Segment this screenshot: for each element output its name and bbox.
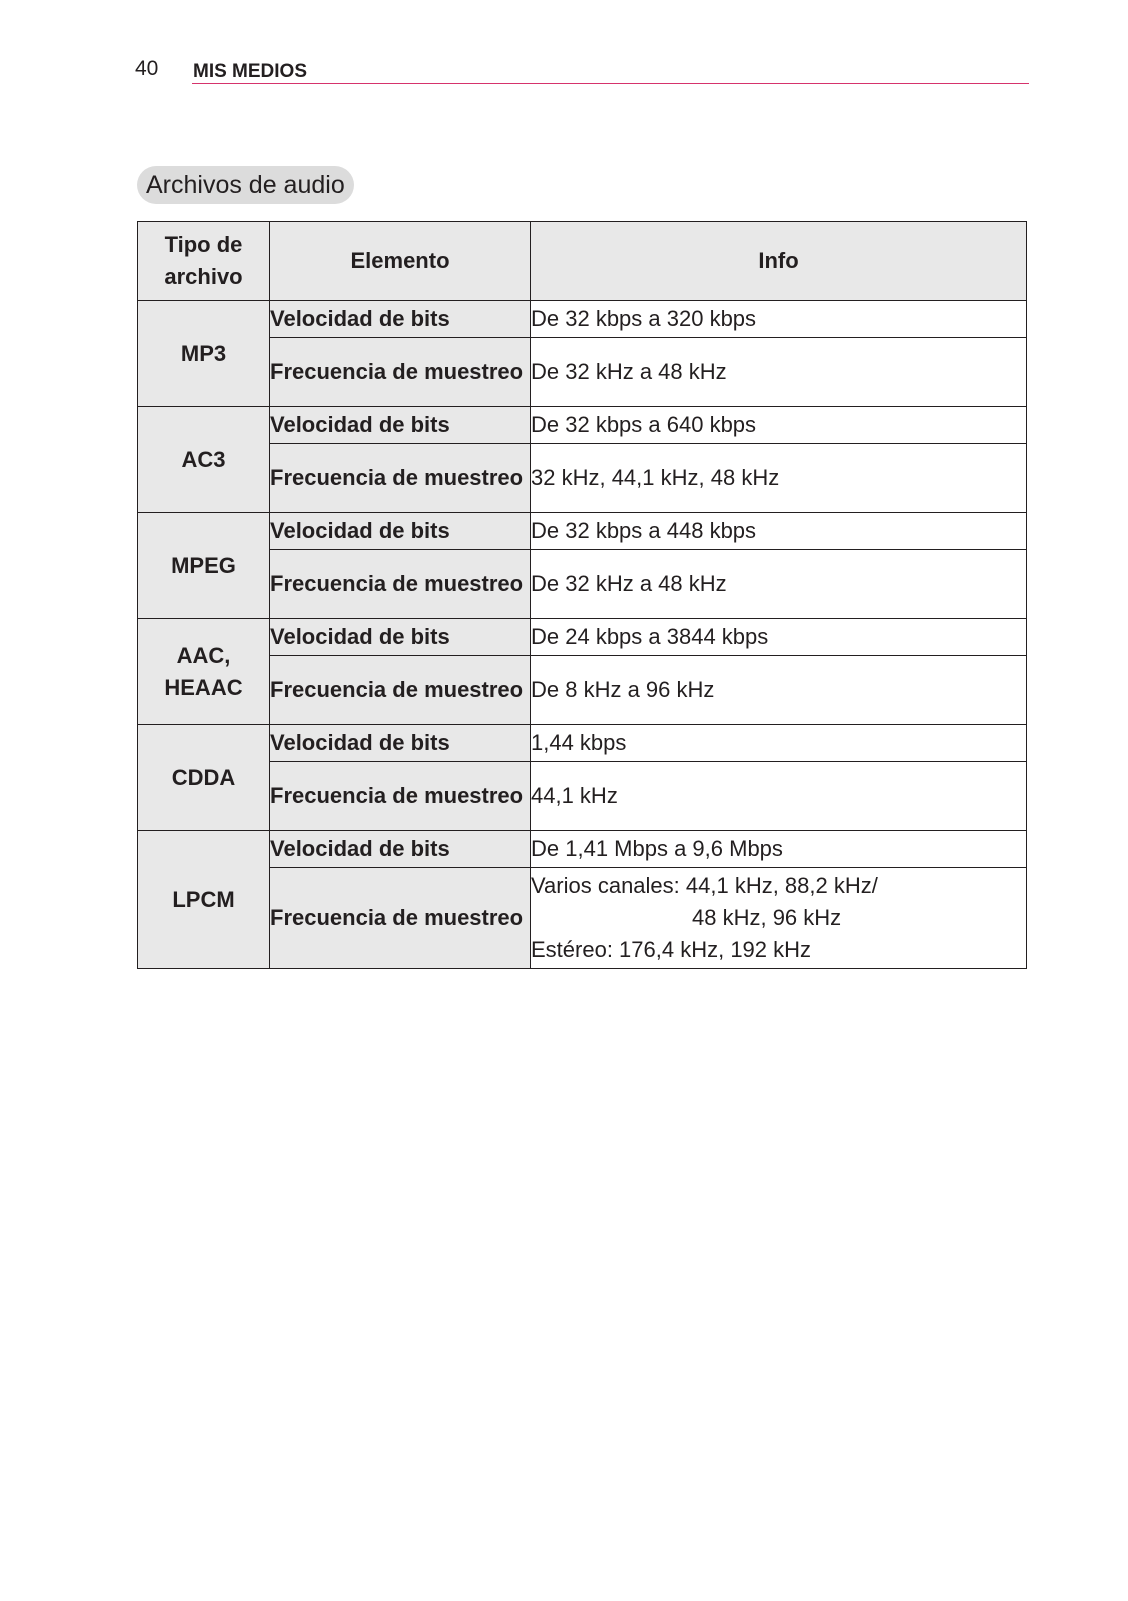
column-header-element: Elemento: [270, 222, 531, 301]
table-row: [138, 338, 1027, 407]
info-cell: De 24 kbps a 3844 kbps: [531, 619, 1027, 656]
element-cell: Frecuencia de muestreo: [270, 550, 531, 619]
info-cell: [531, 868, 1027, 969]
table-row: [138, 868, 1027, 969]
info-line: Estéreo: 176,4 kHz, 192 kHz: [531, 937, 812, 962]
element-cell: Velocidad de bits: [270, 725, 531, 762]
info-cell: De 32 kbps a 640 kbps: [531, 407, 1027, 444]
header-rule: [192, 83, 1029, 84]
element-cell: Frecuencia de muestreo: [270, 444, 531, 513]
info-cell: De 32 kHz a 48 kHz: [531, 550, 1027, 619]
table-row: [138, 407, 1027, 444]
file-type-cell: MPEG: [138, 513, 270, 619]
info-cell: 44,1 kHz: [531, 762, 1027, 831]
info-cell: De 32 kbps a 320 kbps: [531, 301, 1027, 338]
running-header: MIS MEDIOS: [193, 61, 308, 82]
info-cell: De 32 kHz a 48 kHz: [531, 338, 1027, 407]
element-cell: Velocidad de bits: [270, 301, 531, 338]
file-type-cell: LPCM: [138, 831, 270, 969]
element-cell: Frecuencia de muestreo: [270, 868, 531, 969]
table-row: [138, 301, 1027, 338]
info-line: Varios canales: 44,1 kHz, 88,2 kHz/: [531, 873, 878, 898]
table-row: [138, 725, 1027, 762]
column-header-info: Info: [531, 222, 1027, 301]
audio-specs-table: [137, 221, 1027, 969]
file-type-cell: MP3: [138, 301, 270, 407]
info-cell: De 1,41 Mbps a 9,6 Mbps: [531, 831, 1027, 868]
file-type-cell: AC3: [138, 407, 270, 513]
table-row: [138, 550, 1027, 619]
table-row: [138, 831, 1027, 868]
table-row: [138, 619, 1027, 656]
file-type-cell: CDDA: [138, 725, 270, 831]
column-header-file-type: Tipo de archivo: [138, 222, 270, 301]
element-cell: Frecuencia de muestreo: [270, 338, 531, 407]
element-cell: Velocidad de bits: [270, 407, 531, 444]
info-cell: 32 kHz, 44,1 kHz, 48 kHz: [531, 444, 1027, 513]
table-row: [138, 762, 1027, 831]
info-cell: De 32 kbps a 448 kbps: [531, 513, 1027, 550]
info-cell: De 8 kHz a 96 kHz: [531, 656, 1027, 725]
section-title: Archivos de audio: [137, 166, 354, 204]
page-number: 40: [135, 57, 159, 80]
element-cell: Velocidad de bits: [270, 619, 531, 656]
element-cell: Velocidad de bits: [270, 831, 531, 868]
table-row: [138, 513, 1027, 550]
table-header-row: [138, 222, 1027, 301]
element-cell: Frecuencia de muestreo: [270, 656, 531, 725]
element-cell: Velocidad de bits: [270, 513, 531, 550]
table-row: [138, 656, 1027, 725]
info-cell: 1,44 kbps: [531, 725, 1027, 762]
element-cell: Frecuencia de muestreo: [270, 762, 531, 831]
table-row: [138, 444, 1027, 513]
info-line: 48 kHz, 96 kHz: [692, 905, 842, 930]
file-type-cell: AAC, HEAAC: [138, 619, 270, 725]
